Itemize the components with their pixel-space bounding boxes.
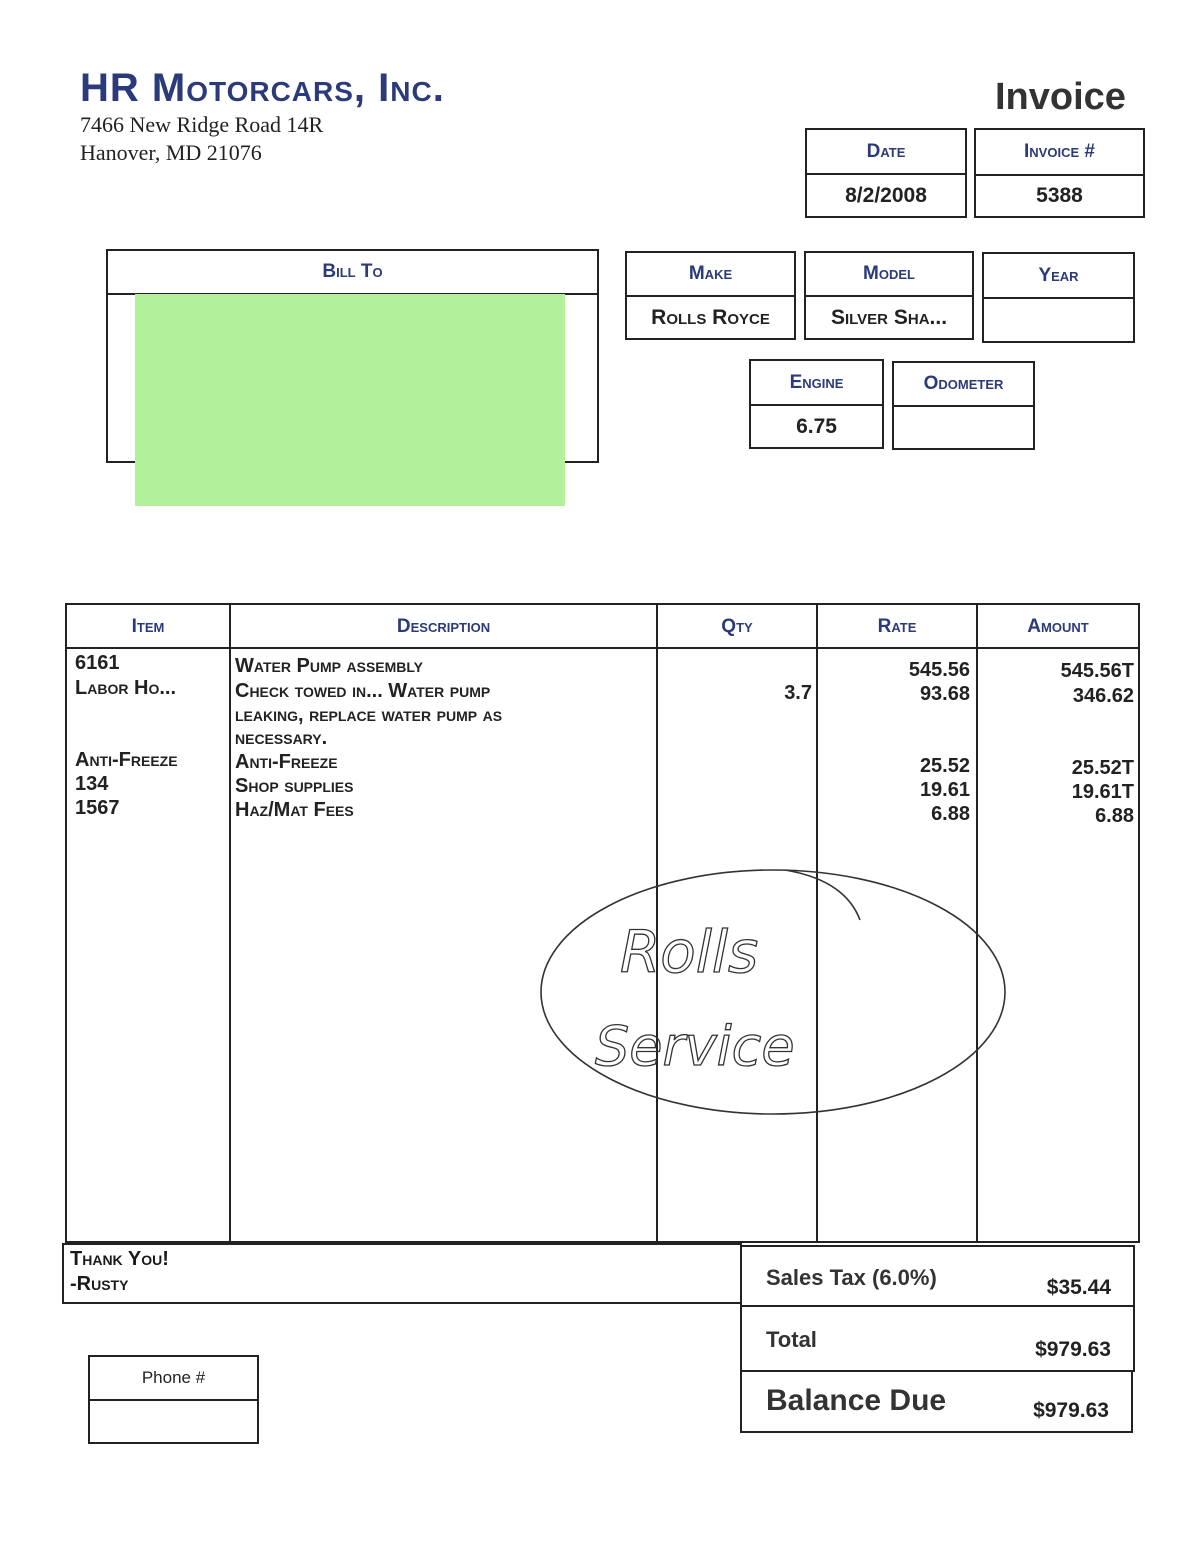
model-value: Silver Sha...	[830, 305, 948, 329]
thank-you-line2: -Rusty	[70, 1273, 129, 1295]
row1-rate: 545.56	[908, 659, 970, 681]
col-divider	[229, 605, 231, 1241]
handwritten-line1: Rolls	[620, 918, 759, 986]
row3-amount: 25.52T	[1071, 757, 1134, 779]
row1-amount: 545.56T	[1060, 660, 1134, 682]
total-label: Total	[766, 1327, 817, 1352]
phone-label: Phone #	[90, 1357, 257, 1401]
odometer-value	[894, 407, 1033, 448]
thank-you-box	[62, 1243, 742, 1304]
row4-amount: 19.61T	[1071, 781, 1134, 803]
make-value: Rolls Royce	[651, 305, 770, 329]
row4-description: Shop supplies	[235, 775, 354, 797]
row3-description: Anti-Freeze	[235, 751, 338, 773]
row3-rate: 25.52	[919, 755, 970, 777]
invoice-number-value: 5388	[1036, 184, 1083, 207]
header-qty: Qty	[721, 616, 753, 637]
date-box	[805, 128, 967, 218]
balance-due-label: Balance Due	[766, 1384, 947, 1417]
make-label: Make	[627, 253, 794, 297]
company-name: HR Motorcars, Inc.	[80, 66, 445, 110]
handwritten-circle-tail	[785, 870, 860, 920]
balance-due-value: $979.63	[1033, 1399, 1109, 1422]
row2-description-line1: Check towed in... Water pump	[235, 680, 491, 702]
header-rate: Rate	[877, 616, 917, 637]
header-description: Description	[396, 616, 491, 637]
row5-description: Haz/Mat Fees	[235, 799, 354, 821]
row5-rate: 6.88	[931, 803, 970, 825]
thank-you-line1: Thank You!	[70, 1248, 169, 1270]
row4-rate: 19.61	[919, 779, 970, 801]
header-item: Item	[131, 616, 165, 637]
row4-item: 134	[75, 773, 109, 795]
row2-qty: 3.7	[784, 682, 812, 704]
date-value: 8/2/2008	[845, 183, 927, 207]
engine-box	[749, 359, 884, 449]
row2-description-line2: leaking, replace water pump as	[235, 704, 503, 726]
company-address-line2: Hanover, MD 21076	[80, 140, 262, 165]
invoice-number-box	[974, 128, 1145, 218]
engine-value: 6.75	[796, 414, 837, 438]
odometer-label: Odometer	[894, 363, 1033, 407]
row3-item: Anti-Freeze	[75, 749, 178, 771]
year-label: Year	[984, 254, 1133, 299]
phone-value	[90, 1401, 257, 1442]
make-box	[625, 251, 796, 340]
total-value: $979.63	[1035, 1338, 1111, 1361]
odometer-box	[892, 361, 1035, 450]
row2-amount: 346.62	[1072, 685, 1134, 707]
row2-item: Labor Ho...	[75, 677, 176, 699]
redaction-sticker	[135, 294, 565, 506]
row2-description-line3: necessary.	[235, 727, 328, 749]
sales-tax-box	[740, 1245, 1135, 1307]
engine-label: Engine	[751, 361, 882, 406]
row5-item: 1567	[75, 797, 120, 819]
invoice-number-label: Invoice #	[976, 130, 1143, 176]
handwritten-note-drawing	[535, 860, 1015, 1120]
row1-description: Water Pump assembly	[235, 655, 424, 677]
model-box	[804, 251, 974, 340]
row1-item: 6161	[75, 652, 120, 674]
header-amount: Amount	[1027, 616, 1089, 637]
year-value	[984, 299, 1133, 341]
row5-amount: 6.88	[1095, 805, 1134, 827]
sales-tax-value: $35.44	[1046, 1276, 1111, 1299]
handwritten-line2: Service	[595, 1015, 795, 1078]
document-title: Invoice	[995, 76, 1126, 118]
total-box	[740, 1305, 1135, 1372]
sales-tax-label: Sales Tax (6.0%)	[766, 1265, 937, 1290]
year-box	[982, 252, 1135, 343]
phone-box	[88, 1355, 259, 1444]
company-address-line1: 7466 New Ridge Road 14R	[80, 112, 324, 137]
date-label: Date	[807, 130, 965, 175]
row2-rate: 93.68	[919, 683, 970, 705]
bill-to-label: Bill To	[108, 251, 597, 295]
balance-due-box	[740, 1370, 1133, 1433]
model-label: Model	[806, 253, 972, 297]
